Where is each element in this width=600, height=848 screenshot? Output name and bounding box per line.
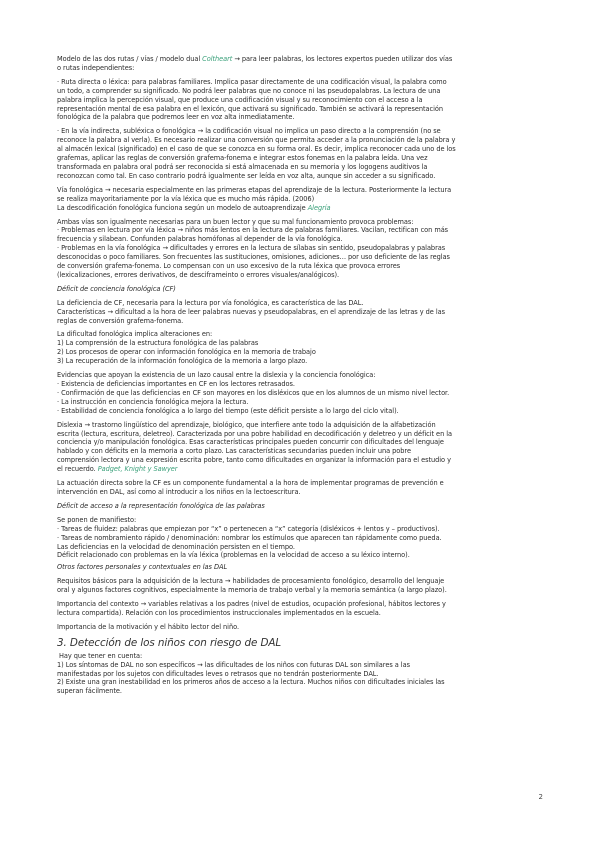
text-line: Ambas vías son igualmente necesarias para un buen lector y que su mal funcionamiento provoca problemas: (57, 217, 414, 226)
text-line: conciencia y/o manipulación fonológica. Esas características principales pueden concurrir con dificultades del lenguaje (57, 438, 444, 447)
text-line: · En la vía indirecta, subléxica o fonológica → la codificación visual no implica un paso directo a la comprensión (no se (57, 127, 441, 136)
text-line: Importancia del contexto → variables relativas a los padres (nivel de estudios, ocupación profesional, hábitos lectores y (57, 600, 446, 609)
text-line: frecuencia y silabean. Confunden palabras homófonas al depender de la vía fonológica. (57, 235, 343, 244)
document-page (57, 55, 547, 701)
text-line: (lexicalizaciones, errores derivativos, de desciframeinto o errores visuales/analógicos). (57, 270, 340, 279)
paragraph-dificultad-fonologica (57, 330, 547, 366)
text-line: comprensión lectora y una expresión escrita pobre, tanto como dificultades en organizar la información para el estudio y (57, 456, 451, 465)
paragraph-manifiesto (57, 516, 547, 561)
list-item: · Confirmación de que las deficiencias en CF son mayores en los disléxicos que en los alumnos de un mismo nivel lector. (57, 388, 450, 397)
text-span: Modelo de las dos rutas / vías / modelo dual (57, 55, 203, 63)
paragraph-modelo-dual (57, 55, 547, 73)
text-line: Las deficiencias en la velocidad de denominación persisten en el tiempo. (57, 542, 295, 551)
author-reference: Coltheart (202, 55, 233, 63)
text-line: Hay que tener en cuenta: (59, 651, 143, 660)
text-line: · Problemas en lectura por vía léxica → niños más lentos en la lectura de palabras familiares. Vacilan, rectifican con más (57, 226, 449, 235)
list-item: 3) La recuperación de la información fonológica de la memoria a largo plazo. (57, 357, 308, 366)
paragraph-tener-en-cuenta (57, 652, 547, 697)
paragraph-requisitos (57, 577, 547, 595)
subheading-otros-factores: Otros factores personales y contextuales en las DAL (57, 563, 228, 572)
text-line: lectura compartida). Relación con los procedimientos instruccionales implementados en la escuela. (57, 608, 381, 617)
paragraph-dislexia (57, 421, 547, 474)
text-line: representación mental de esa palabra en el lexicón, que activará su significado. También se activará la representación (57, 104, 444, 113)
text-span: → para leer palabras, los lectores expertos pueden utilizar dos vías (232, 55, 453, 63)
list-item: 1) Los síntomas de DAL no son específicos → las dificultades de los niños con futuras DAL son similares a las (57, 660, 410, 669)
text-line: hablado y con déficits en la memoria a corto plazo. Las características secundarias pueden incluir una pobre (57, 447, 411, 456)
text-line: La deficiencia de CF, necesaria para la lectura por vía fonológica, es característica de las DAL. (57, 298, 364, 307)
paragraph-actuacion-cf (57, 479, 547, 497)
text-line: reconozcan como tal. En caso contrario podrá igualmente ser leída en voz alta, aunque sin acceder a su significado. (57, 171, 436, 180)
text-line: de conversión grafema-fonema. Lo compensan con un uso excesivo de la ruta léxica que provoca errores (57, 262, 401, 271)
paragraph-via-indirecta (57, 127, 547, 180)
text-line: grafemas, aplicar las reglas de conversión grafema-fonema e integrar estos fonemas en la palabra leída. Una vez (57, 154, 428, 163)
paragraph-deficiencia-cf (57, 299, 547, 326)
text-line: manifestadas por los sujetos con dificultades leves o retrasos que no tendrán posteriormente DAL. (57, 669, 379, 678)
paragraph-ambas-vias (57, 218, 547, 280)
text-line: oral y algunos factores cognitivos, especialmente la memoria de trabajo verbal y la memoria semántica (a largo plazo). (57, 586, 447, 595)
text-line: un todo, a comprender su significado. No podrá leer palabras que no conoce ni las pseudopalabras. La lectura de una (57, 86, 441, 95)
author-reference: Padget, Knight y Sawyer (97, 465, 178, 474)
text-line: Vía fonológica → necesaria especialmente en las primeras etapas del aprendizaje de la lectura. Posteriormente la lectura (57, 185, 452, 194)
author-reference: Alegría (307, 203, 331, 212)
text-span: el recuerdo. (57, 465, 98, 474)
text-line: Requisitos básicos para la adquisición de la lectura → habilidades de procesamiento fonológico, desarrollo del lenguaje (57, 577, 445, 586)
text-line: La actuación directa sobre la CF es un componente fundamental a la hora de implementar programas de prevención e (57, 479, 444, 488)
text-line: Evidencias que apoyan la existencia de un lazo causal entre la dislexia y la conciencia fonológica: (57, 371, 376, 380)
list-item: 2) Existe una gran inestabilidad en los primeros años de acceso a la lectura. Muchos niños con dificultades iniciales las (57, 678, 445, 687)
list-item: · Existencia de deficiencias importantes en CF en los lectores retrasados. (57, 380, 295, 388)
list-item: · La instrucción en conciencia fonológica mejora la lectura. (57, 397, 249, 406)
text-line: al almacén lexical (significado) en el caso de que se conozca en su forma oral. Es decir, implica reconocer cada uno de los (57, 145, 456, 154)
text-line: superan fácilmente. (57, 687, 122, 696)
text-line: La dificultad fonológica implica alteraciones en: (57, 330, 213, 339)
text-line: fonológica de la palabra que podremos leer en voz alta inmediatamente. (57, 113, 295, 122)
paragraph-evidencias (57, 371, 547, 416)
text-line: Dislexia → trastorno lingüístico del aprendizaje, biológico, que interfiere ante todo la adquisición de la alfabetización (57, 420, 436, 429)
text-line: Se ponen de manifiesto: (57, 515, 137, 524)
text-line: · Problemas en la vía fonológica → dificultades y errores en la lectura de sílabas sin sentido, pseudopalabras y palabras (57, 244, 446, 253)
text-line (57, 465, 547, 474)
list-item: · Tareas de fluidez: palabras que empiezan por “x” o pertenecen a “x” categoría (disléxicos + lentos y – productivos). (57, 524, 440, 533)
text-line: reglas de conversión grafema-fonema. (57, 316, 184, 325)
text-line: Características → dificultad a la hora de leer palabras nuevas y pseudopalabras, en el aprendizaje de las letras y de las (57, 307, 445, 316)
text-line: escrita (lectura, escritura, deletreo). Caracterizada por una pobre habilidad en decodificación y deletreo y un déficit en la (57, 429, 453, 438)
paragraph-contexto (57, 600, 547, 618)
text-line: transformada en palabra oral podrá ser reconocida si está almacenada en su memoria y los logogens auditivos la (57, 162, 428, 171)
text-span: La descodificación fonológica funciona según un modelo de autoaprendizaje (57, 203, 308, 212)
list-item: 2) Los procesos de operar con información fonológica en la memoria de trabajo (57, 348, 316, 357)
subheading-deficit-cf: Déficit de conciencia fonológica (CF) (57, 284, 176, 293)
text-line: · Ruta directa o léxica: para palabras familiares. Implica pasar directamente de una codificación visual, la palabra como (57, 77, 447, 86)
list-item: · Tareas de nombramiento rápido / denominación: nombrar los estímulos que aparecen tan rápidamente como pueda. (57, 533, 442, 542)
subheading-deficit-acceso: Déficit de acceso a la representación fonológica de las palabras (57, 501, 265, 510)
section-heading: 3. Detección de los niños con riesgo de DAL (57, 636, 282, 649)
paragraph-via-fonologica (57, 186, 547, 213)
text-line: Déficit relacionado con problemas en la vía léxica (problemas en la velocidad de acceso a su léxico interno). (57, 551, 410, 560)
text-line (57, 204, 547, 213)
text-line: reconoce la palabra al verla). Es necesario realizar una conversión que permita acceder a la pronunciación de la palabra y (57, 136, 456, 145)
text-line: intervención en DAL, así como al introducir a los niños en la lectoescritura. (57, 487, 301, 496)
text-line: o rutas independientes: (57, 63, 135, 72)
paragraph-ruta-directa (57, 78, 547, 123)
text-line: desconocidas o poco familiares. Son frecuentes las sustituciones, omisiones, adiciones… por uso deficiente de las reglas (57, 253, 450, 262)
page-number: 2 (538, 793, 543, 801)
text-line: se realiza mayoritariamente por la vía léxica que es mucho más rápida. (2006) (57, 194, 315, 203)
text-line (57, 55, 547, 64)
list-item: 1) La comprensión de la estructura fonológica de las palabras (57, 339, 259, 348)
paragraph-motivacion: Importancia de la motivación y el hábito lector del niño. (57, 622, 239, 631)
list-item: · Estabilidad de conciencia fonológica a lo largo del tiempo (este déficit persiste a lo largo del ciclo vital). (57, 406, 399, 415)
text-line: palabra implica la percepción visual, que produce una codificación visual y su reconocimiento con el acceso a la (57, 95, 423, 104)
